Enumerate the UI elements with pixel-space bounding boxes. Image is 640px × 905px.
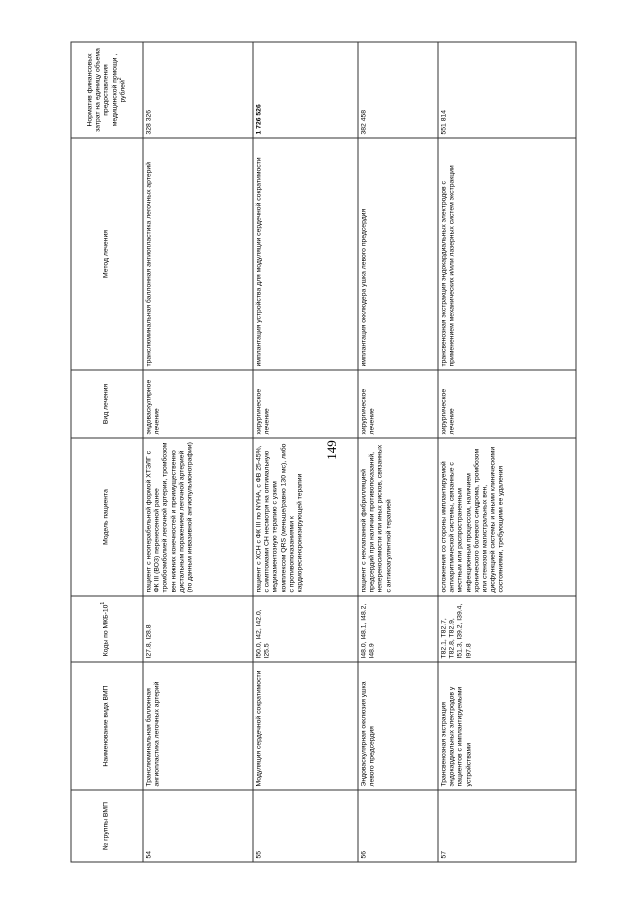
cell-vmp-name: Модуляция сердечной сократимости — [253, 662, 358, 790]
table-header-row — [71, 42, 143, 862]
cell-group-number: 54 — [143, 790, 253, 862]
cell-vmp-name: Трансвенозная экстракция эндокардиальных электродов у пациентов с имплантируемыми устройствами — [438, 662, 576, 790]
col-header-patient-model: Модель пациента — [71, 438, 143, 596]
vmp-table — [70, 41, 576, 862]
col-header-treatment-type: Вид лечения — [71, 370, 143, 438]
table-row — [358, 42, 438, 862]
table-frame — [70, 42, 575, 862]
col-header-codes — [71, 596, 143, 662]
cell-codes: I50.0, I42, I42.0, I25.5 — [253, 596, 358, 662]
cell-codes: T82.1, T82.7, T82.8, T82.9, I51.3, I39.2, I39.4, I97.8 — [438, 596, 576, 662]
cell-group-number: 56 — [358, 790, 438, 862]
col-header-norm — [71, 42, 143, 138]
cell-treatment-type: хирургическое лечение — [438, 370, 576, 438]
page-number: 149 — [324, 440, 339, 460]
col-header-norm-text: Норматив финансовых затрат на единицу объема предоставления медицинской помощи , рублей — [85, 47, 126, 132]
norm-footnote-mark: 2 — [116, 76, 123, 80]
cell-patient-model: пациент с неоперабельной формой ХТЭЛГ с ФК III (ВОЗ) перенесенной ранее тромбоэмболией легочной артерии, тромбозом вен нижних конечностей и преимущественно дистальным поражением легочной артерией (по данным инвазивной ангиопульмонографии) — [143, 438, 253, 596]
codes-footnote-mark: 1 — [100, 601, 107, 605]
cell-codes: I48.0, I48.1, I48.2, I48.9 — [358, 596, 438, 662]
cell-treatment-method: имплантация устройства для модуляции сердечной сократимости — [253, 138, 358, 370]
cell-treatment-method: имплантация окклюдера ушка левого предсердия — [358, 138, 438, 370]
col-header-codes-text: Коды по МКБ-10 — [102, 604, 110, 656]
cell-patient-model: осложнения со стороны имплантируемой антиаритмической системы, связанные с местным или распространенным инфекционным процессом, наличием хронического болевого синдрома, тромбозом или стенозом магистральных вен, дисфункцией системы и иными клиническими состояниями, требующими ее удаления — [438, 438, 576, 596]
col-header-vmp-name: Наименование вида ВМП — [71, 662, 143, 790]
table-row — [143, 42, 253, 862]
cell-codes: I27.8, I28.8 — [143, 596, 253, 662]
col-header-treatment-method: Метод лечения — [71, 138, 143, 370]
cell-vmp-name: Транслюминальная баллонная ангиопластика легочных артерий — [143, 662, 253, 790]
cell-treatment-type: хирургическое лечение — [358, 370, 438, 438]
cell-group-number: 57 — [438, 790, 576, 862]
cell-norm: 328 326 — [143, 42, 253, 138]
cell-treatment-method: транслюминальная баллонная ангиопластика легочных артерий — [143, 138, 253, 370]
table-row — [253, 42, 358, 862]
cell-treatment-type: эндоваскулярное лечение — [143, 370, 253, 438]
table-row — [438, 42, 576, 862]
cell-norm: 551 814 — [438, 42, 576, 138]
col-header-group-number: № группы ВМП — [71, 790, 143, 862]
cell-vmp-name: Эндоваскулярная окклюзия ушка левого предсердия — [358, 662, 438, 790]
cell-patient-model: пациент с ХСН с ФК III по NYHA, с ФВ 25-45%, с симптомами СН несмотря на оптимальную медикаментозную терапию с узким комплексом QRS (меньше/равно 130 мс), либо с противопоказаниями к кардиоресинхронизирующей терапии — [253, 438, 358, 596]
cell-norm: 382 458 — [358, 42, 438, 138]
cell-group-number: 55 — [253, 790, 358, 862]
cell-treatment-type: хирургическое лечение — [253, 370, 358, 438]
rotated-table-wrapper — [70, 42, 575, 862]
cell-patient-model: пациент с неклапанной фибрилляцией предсердий при наличии противопоказаний, непереносимости или иных рисков, связанных с антикоагулянтной терапией — [358, 438, 438, 596]
cell-treatment-method: трансвенозная экстракция эндокардиальных электродов с применением механических и/или лазерных систем экстракции — [438, 138, 576, 370]
cell-norm: 1 726 526 — [253, 42, 358, 138]
